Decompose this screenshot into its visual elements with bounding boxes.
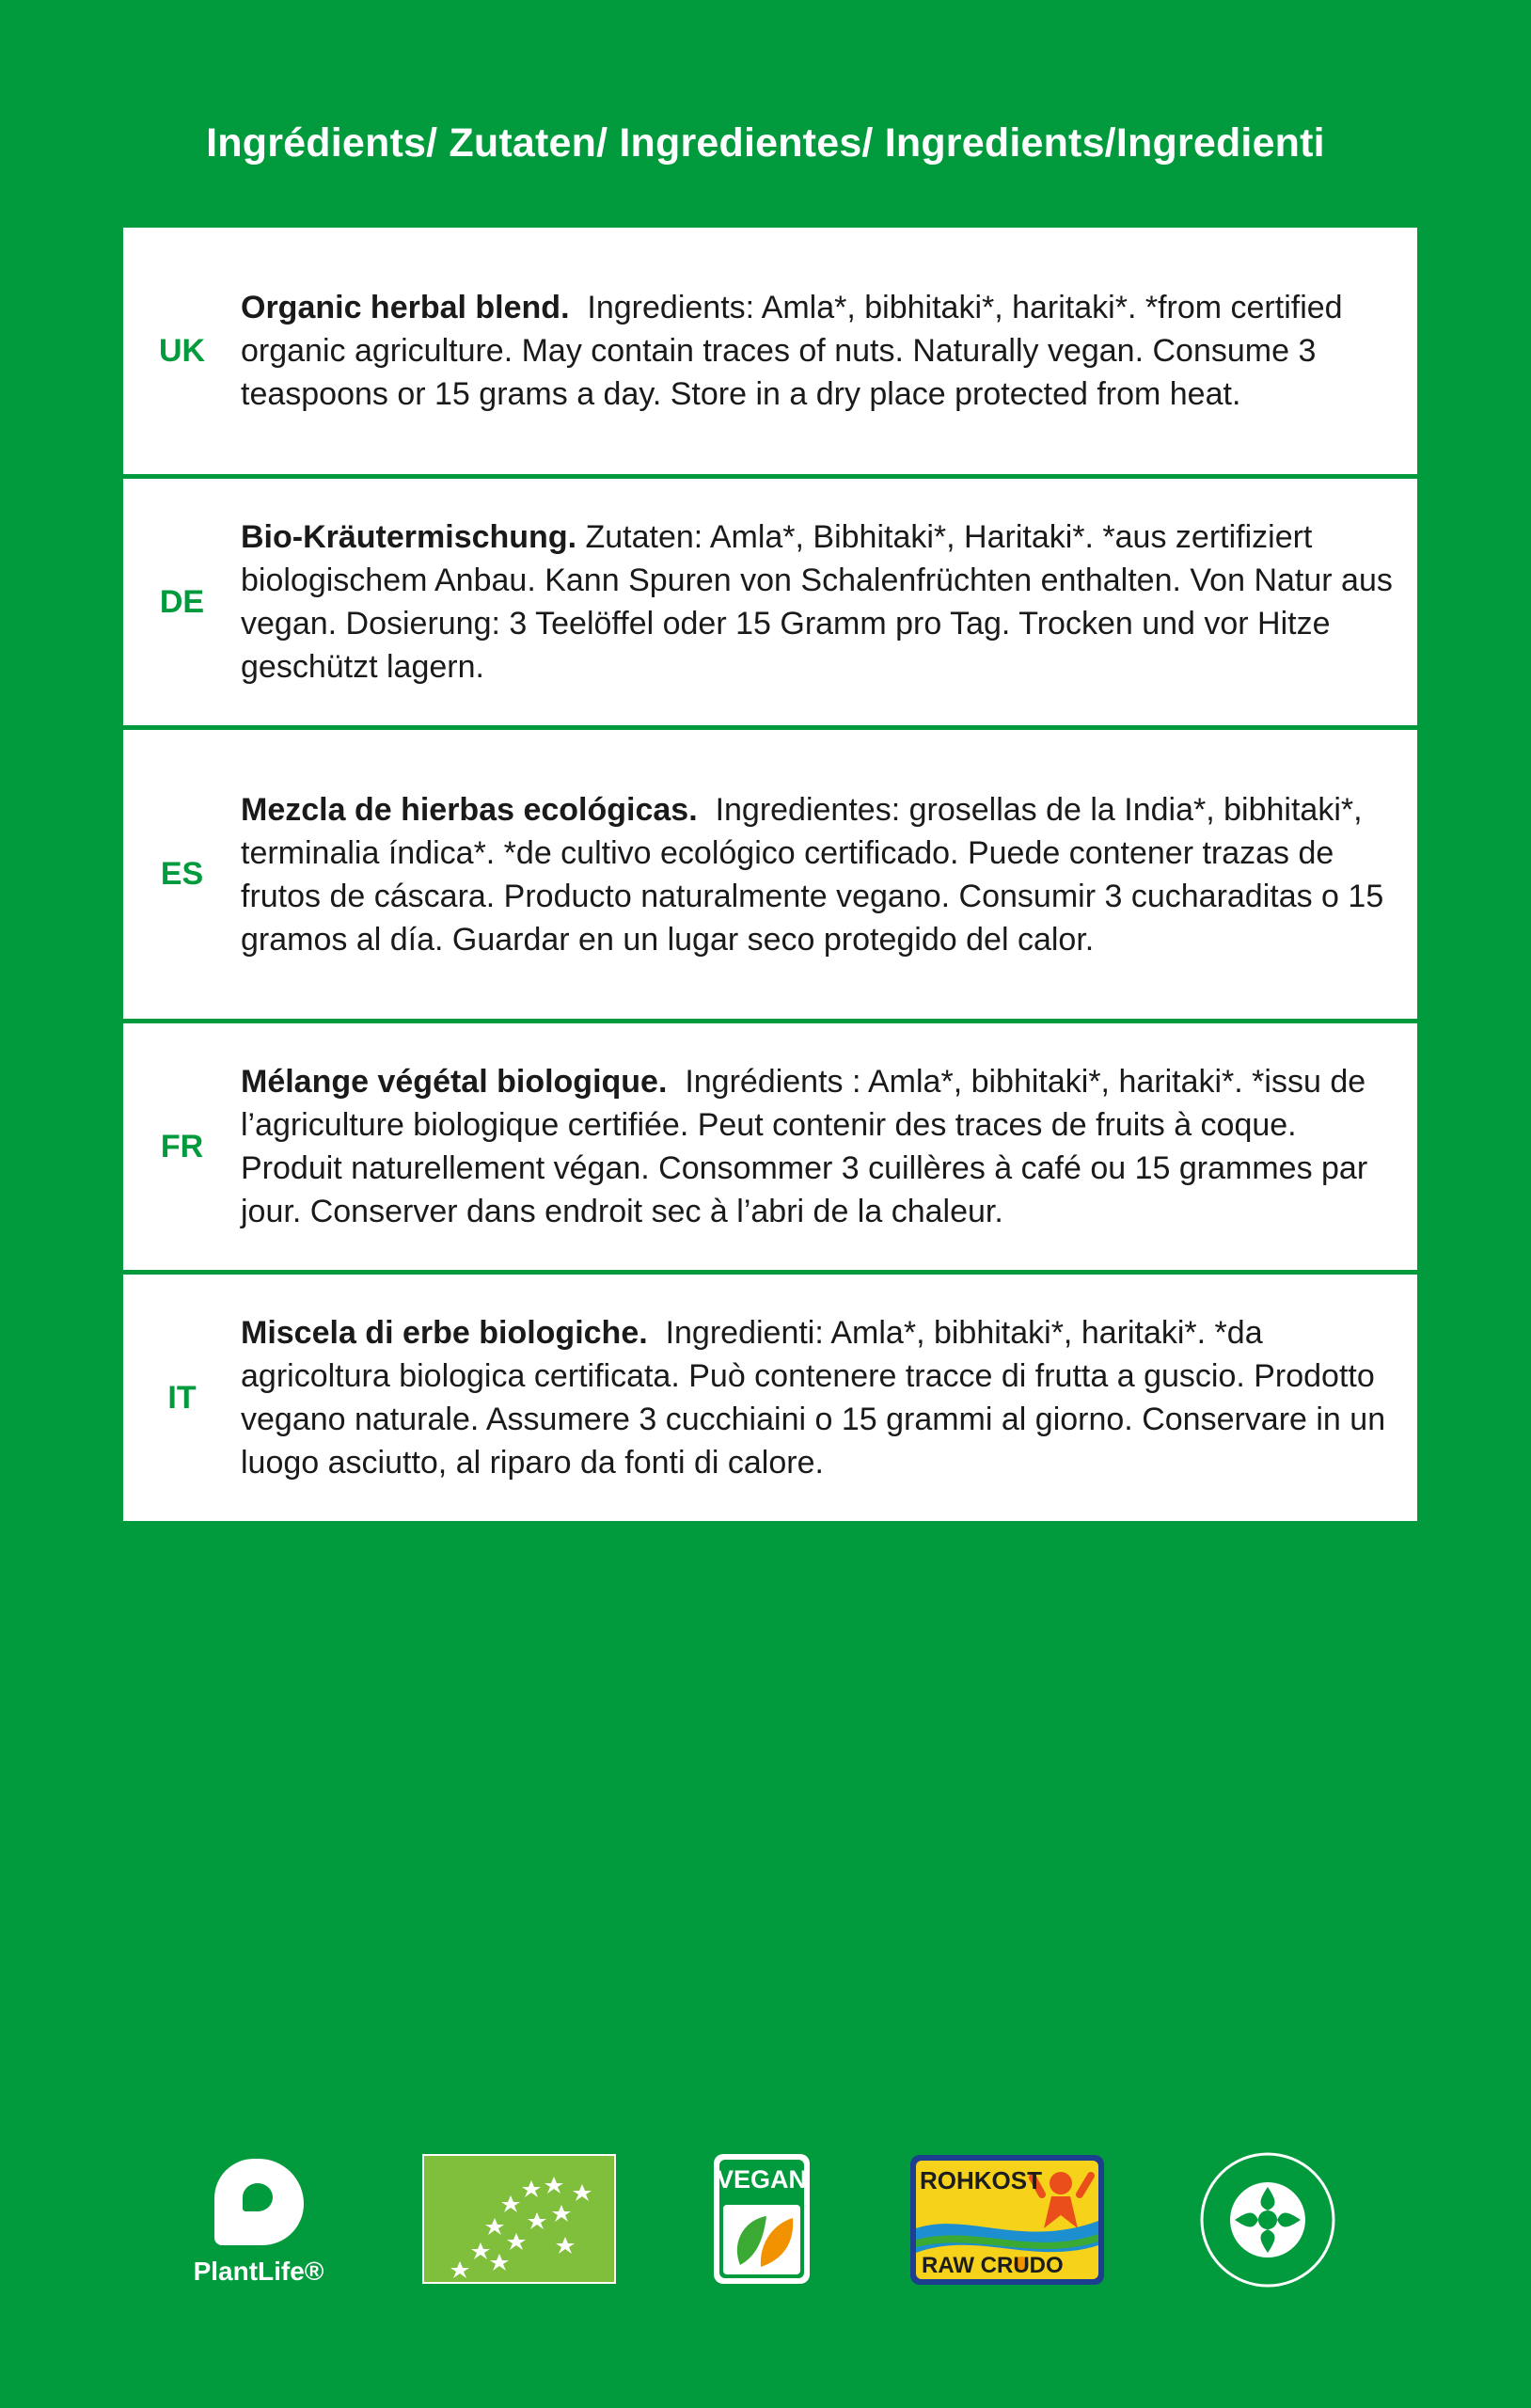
- section-text: [241, 1311, 1417, 1484]
- raw-crudo-label: RAW CRUDO: [922, 2253, 1064, 2278]
- lang-code: DE: [159, 583, 205, 620]
- section-es: [123, 730, 1417, 1019]
- section-body: Ingrédients : Amla*, bibhitaki*, haritaki*. *issu de l’agriculture biologique certifiée. Peut contenir des traces de fruits à coque. Produit naturellement végan. Consommer 3 cuillères à café ou 15 grammes par jour. Conserver dans endroit sec à l’abri de la chaleur.: [241, 1064, 1368, 1229]
- vegan-logo: [712, 2152, 812, 2286]
- eu-organic-leaf-logo: [422, 2154, 616, 2284]
- section-body: Ingredientes: grosellas de la India*, bibhitaki*, terminalia índica*. *de cultivo ecológico certificado. Puede contener trazas de frutos de cáscara. Producto naturalmente vegano. Consumir 3 cucharaditas o 15 gramos al día. Guardar en un lugar seco protegido del calor.: [241, 791, 1384, 958]
- sharetrade-logo: [1188, 2149, 1348, 2290]
- lang-code: UK: [158, 332, 206, 369]
- section-body: Ingredienti: Amla*, bibhitaki*, haritaki*. *da agricoltura biologica certificata. Può contenere tracce di frutta a guscio. Prodotto vegano naturale. Assumere 3 cucchiaini o 15 grammi al giorno. Conservare in un luogo asciutto, al riparo da fonti di calore.: [241, 1315, 1386, 1481]
- lang-code: FR: [160, 1128, 204, 1164]
- section-text: [241, 1060, 1417, 1233]
- eu-leaf-stars-icon: [424, 2156, 614, 2282]
- lang-code: ES: [160, 856, 204, 892]
- section-text: [241, 788, 1417, 961]
- certification-logos: [0, 2149, 1531, 2300]
- section-de: [123, 479, 1417, 725]
- rohkost-raw-crudo-logo: [910, 2155, 1104, 2285]
- section-text: [241, 515, 1417, 689]
- section-uk: [123, 228, 1417, 474]
- plantlife-leaf-icon: [214, 2159, 304, 2245]
- section-it: [123, 1275, 1417, 1521]
- rohkost-label: ROHKOST: [920, 2166, 1042, 2194]
- plantlife-logo: [183, 2149, 334, 2300]
- section-heading: Mélange végétal biologique.: [241, 1064, 668, 1100]
- plantlife-brand-name: PlantLife®: [193, 2257, 324, 2286]
- lang-code: IT: [167, 1379, 197, 1416]
- section-heading: Miscela di erbe biologiche.: [241, 1315, 648, 1351]
- section-body: Zutaten: Amla*, Bibhitaki*, Haritaki*. *aus zertifiziert biologischem Anbau. Kann Spuren von Schalenfrüchten enthalten. Von Natur aus vegan. Dosierung: 3 Teelöffel oder 15 Gramm pro Tag. Trocken und vor Hitze geschützt lagern.: [241, 519, 1393, 685]
- section-heading: Mezcla de hierbas ecológicas.: [241, 791, 698, 828]
- section-body: Ingredients: Amla*, bibhitaki*, haritaki*. *from certified organic agriculture. May contain traces of nuts. Naturally vegan. Consume 3 teaspoons or 15 grams a day. Store in a dry place protected from heat.: [241, 290, 1343, 412]
- page-title: Ingrédients/ Zutaten/ Ingredientes/ Ingredients/Ingredienti: [206, 120, 1325, 166]
- section-heading: Organic herbal blend.: [241, 290, 570, 325]
- section-text: [241, 286, 1417, 416]
- section-fr: [123, 1023, 1417, 1270]
- vegan-label: VEGAN: [716, 2165, 808, 2194]
- sharetrade-seal-icon: [1188, 2149, 1348, 2290]
- ingredients-panel: [123, 228, 1417, 1526]
- section-heading: Bio-Kräutermischung.: [241, 519, 577, 555]
